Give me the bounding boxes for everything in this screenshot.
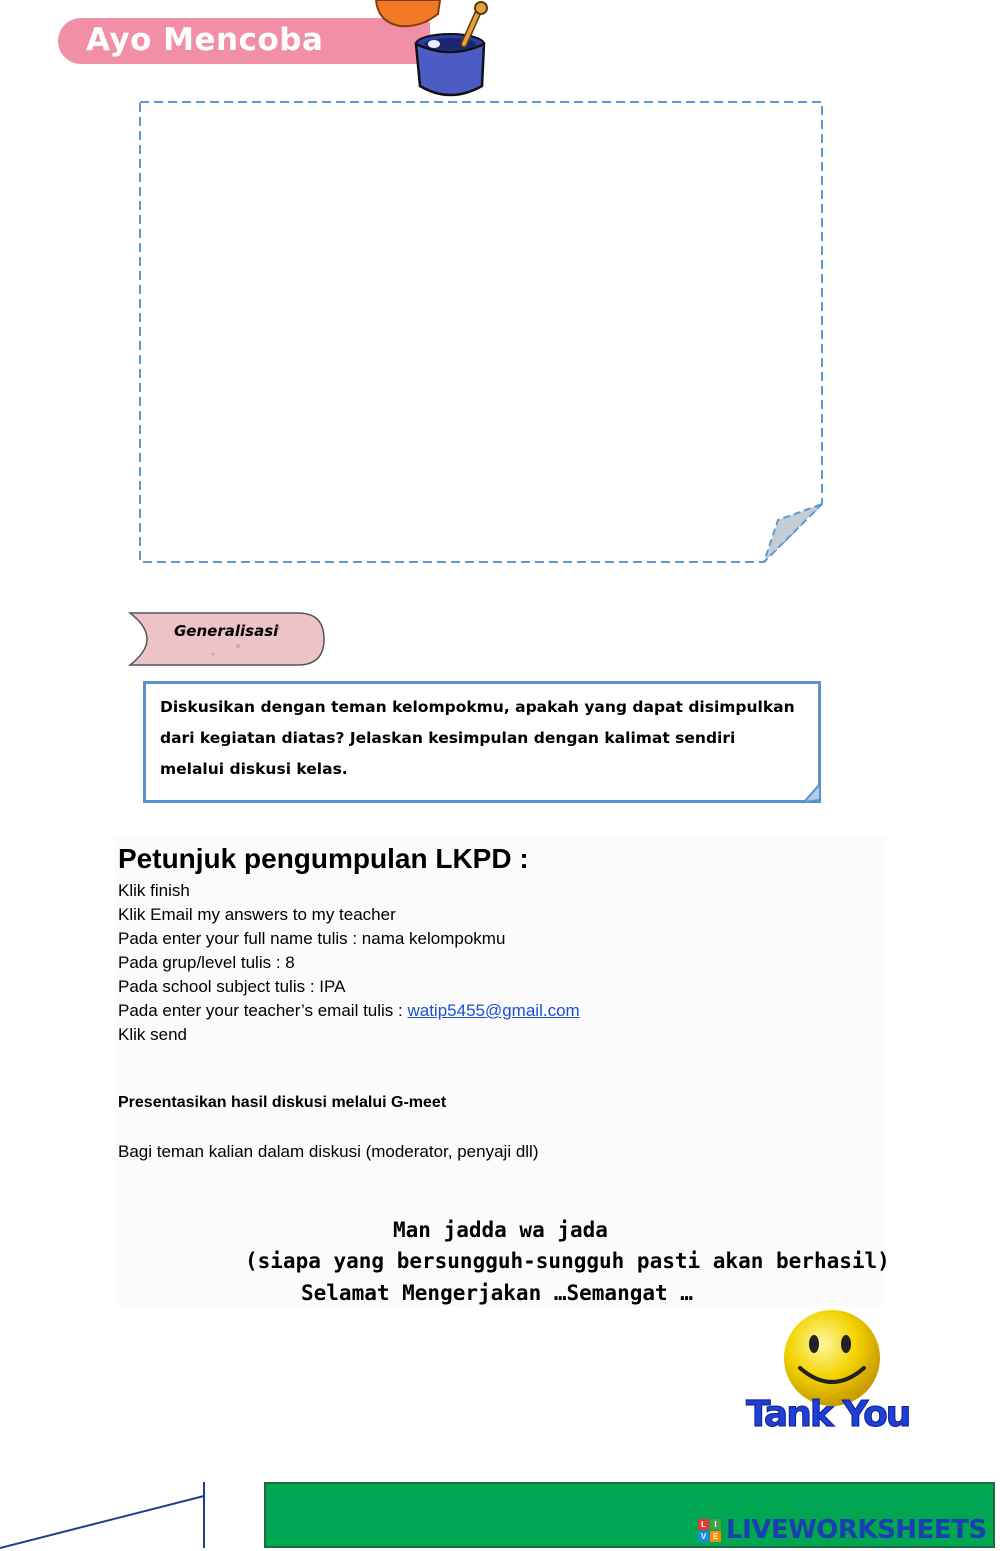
collection-steps-list <box>118 879 580 1047</box>
mortar-pestle-icon <box>368 0 498 100</box>
step-group-level: Pada grup/level tulis : 8 <box>118 953 295 972</box>
thank-you-text: Tank You <box>746 1394 910 1435</box>
answer-drawing-area[interactable] <box>138 100 828 570</box>
liveworksheets-logo[interactable] <box>698 1515 994 1547</box>
page-fold-corner <box>800 782 822 804</box>
footer-decoration <box>0 1478 220 1551</box>
step-send: Klik send <box>118 1025 187 1044</box>
logo-letter-i: I <box>710 1519 721 1530</box>
logo-letter-l: L <box>698 1519 709 1530</box>
generalisasi-instruction-box <box>143 681 821 803</box>
presentation-note: Presentasikan hasil diskusi melalui G-meet <box>118 1094 447 1111</box>
share-roles-note: Bagi teman kalian dalam diskusi (moderator, penyaji dll) <box>118 1142 539 1161</box>
step-email-answers: Klik Email my answers to my teacher <box>118 905 396 924</box>
logo-letter-v: V <box>698 1531 709 1542</box>
step-school-subject: Pada school subject tulis : IPA <box>118 977 346 996</box>
teacher-email-link[interactable]: watip5455@gmail.com <box>407 1001 580 1020</box>
generalisasi-label: Generalisasi <box>174 622 279 640</box>
collection-title: Petunjuk pengumpulan LKPD : <box>118 843 529 874</box>
collection-instructions-panel <box>115 836 890 1306</box>
step-full-name: Pada enter your full name tulis : nama kelompokmu <box>118 929 506 948</box>
section-title: Ayo Mencoba <box>86 22 324 58</box>
step-finish: Klik finish <box>118 881 190 900</box>
motto-line-2: (siapa yang bersungguh-sungguh pasti akan berhasil) <box>245 1249 890 1273</box>
step-teacher-email <box>118 999 580 1023</box>
motto-line-3: Selamat Mengerjakan …Semangat … <box>301 1281 693 1305</box>
liveworksheets-brand: LIVEWORKSHEETS <box>726 1515 987 1545</box>
thank-you-smiley-icon <box>742 1308 917 1443</box>
motto-line-1: Man jadda wa jada <box>393 1218 608 1242</box>
step-teacher-email-label: Pada enter your teacher’s email tulis : <box>118 1001 408 1020</box>
generalisasi-instruction-text: Diskusikan dengan teman kelompokmu, apakah yang dapat disimpulkan dari kegiatan diatas? Jelaskan kesimpulan dengan kalimat sendiri melalui diskusi kelas. <box>160 698 795 778</box>
logo-letter-e: E <box>710 1531 721 1542</box>
